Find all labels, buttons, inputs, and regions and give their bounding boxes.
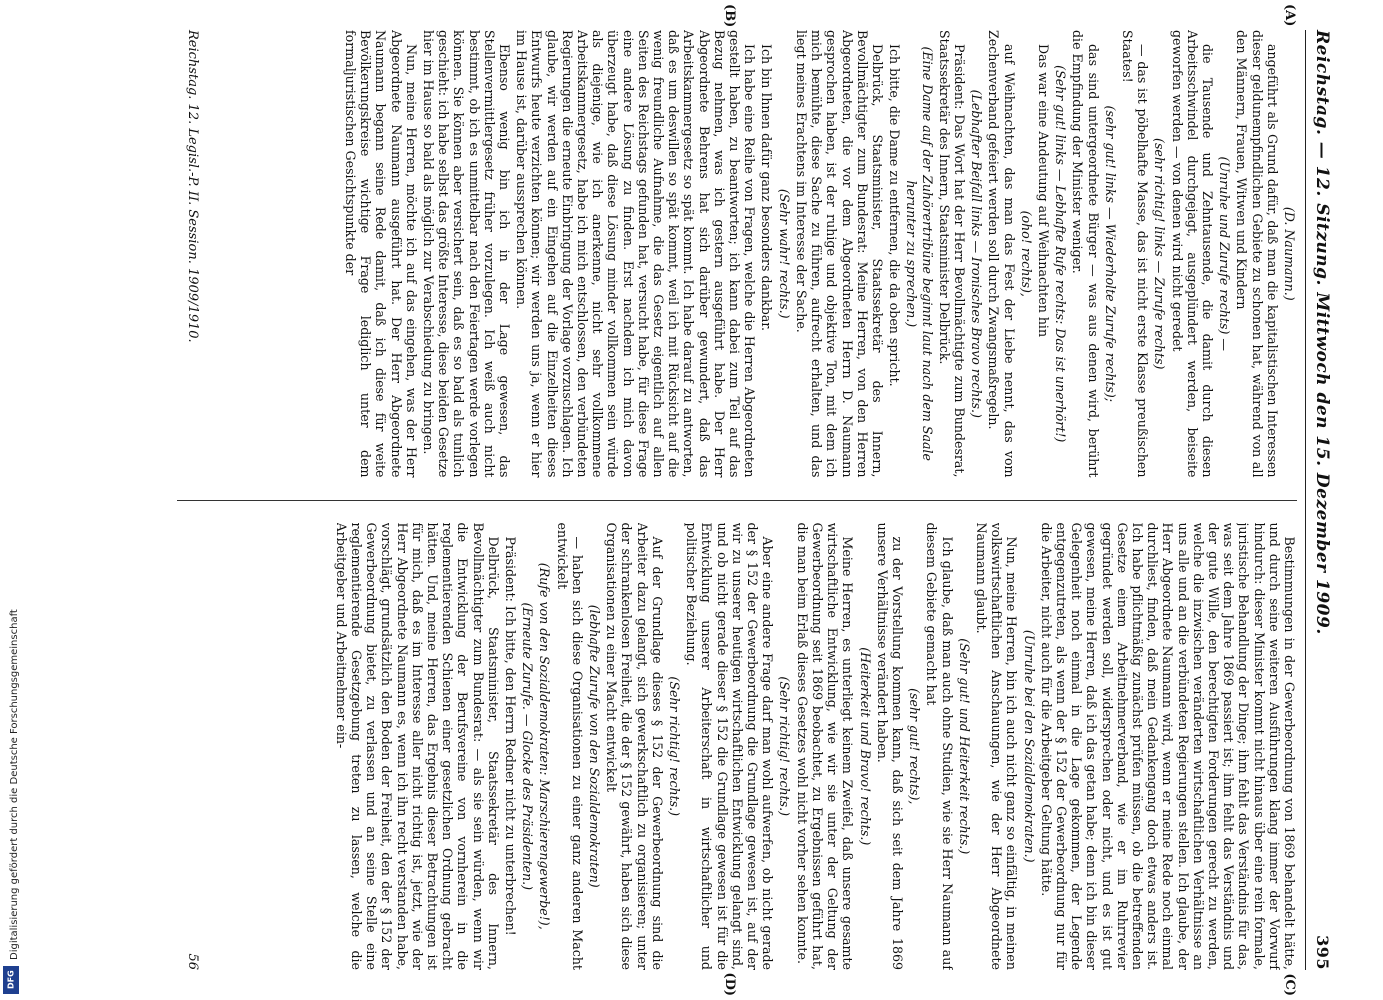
paragraph: Präsident: Das Wort hat der Herr Bevollmächtigte zum Bundesrat, Staatssekretär des Innern, Staatsminister Delbrück. <box>936 30 967 478</box>
interjection: (lebhafte Zurufe von den Sozialdemokraten) <box>587 604 603 888</box>
interjection: (sehr gut! links — Wiederholte Zurufe rechts); <box>1102 105 1118 403</box>
digitization-credit <box>0 0 24 1000</box>
paragraph: Nun, meine Herren, möchte ich auf das eingehen, was der Herr Abgeordnete Naumann ausgeführt hat. Der Herr Abgeordnete Naumann begann seine Rede damit, daß ich diese für weite Bevölkerungskreise wichtige Frage lediglich unter dem formaljuristischen Gesichtspunkte der <box>343 30 419 478</box>
credit-text: Digitalisierung gefördert durch die Deutsche Forschungsgemeinschaft <box>9 609 20 960</box>
paragraph: angeführt als Grund dafür, daß man die kapitalistischen Interessen dieser geldunempfindlichen Gebiete zu schonen hat, während von all den Männern, Frauen, Witwen und Kindern <box>1234 30 1280 478</box>
interjection: (Lebhafter Beifall links — Ironisches Bravo rechts.) <box>969 89 985 418</box>
paragraph: Meine Herren, es unterliegt keinem Zweifel, daß unsere gesamte wirtschaftliche Entwicklung, wie wir sie unter der Geltung der Gewerbeordnung seit 1869 beobachtet, zu Ergebnissen geführt hat, die man beim Erlaß dieses Gesetzes wohl nicht vorher sehen konnte. <box>794 522 856 970</box>
speaker-label: (D. Naumann.) <box>1282 206 1297 301</box>
paragraph: das sind untergeordnete Bürger — was aus denen wird, berührt die Empfindung der Minister weniger. <box>1070 30 1101 478</box>
paragraph: Ich bitte, die Dame zu entfernen, die da oben spricht. <box>887 44 903 387</box>
interjection: (oho! rechts), <box>1018 210 1034 297</box>
running-title: Reichstag. — 12. Sitzung. Mittwoch den 15. Dezember 1909. <box>1312 30 1332 635</box>
interjection: (Sehr gut! und Heiterkeit rechts.) <box>956 638 972 855</box>
interjection: (Rufe von den Sozialdemokraten: Marschierengewerbe!), <box>537 562 553 930</box>
interjection: (Heiterkeit und Bravo! rechts.) <box>857 647 873 846</box>
margin-marker-b: (B) <box>722 4 737 28</box>
paragraph: Ebenso wenig bin ich in der Lage gewesen, das Stellenvermittlergesetz früher vorzulegen. Ich weiß auch nicht bestimmt, ob ich es unmittelbar nach den Feiertagen werde vorlegen können. Sie können aber versichert sein, daß es so bald als tunlich geschieht: ich habe selbst das größte Interesse, diese beiden Gesetze hier im Hause so bald als möglich zur Verabschiedung zu bringen. <box>421 30 513 478</box>
text-columns <box>177 4 1297 996</box>
margin-marker-a: (A) <box>1282 4 1297 27</box>
paragraph: Delbrück, Staatsminister, Staatssekretär des Innern, Bevollmächtigter zum Bundesrat: — als sie sein würden, wenn wir die Entwicklung der Berufsvereine von vornherein in die reglementierenden Schienen einer gesetzlichen Ordnung gebracht hätten. Und, meine Herren, das Ergebnis dieser Betrachtungen ist für mich, daß es im Interesse aller nicht richtig ist, jetzt, wie der Herr Abgeordnete Naumann es, wenn ich ihn recht verstanden habe, vorschlägt, grundsätzlich den Boden der Freiheit, den der § 152 der Gewerbeordnung bietet, zu verlassen und an seine Stelle eine reglementierende Gesetzgebung treten zu lassen, welche die Arbeitgeber und Arbeitnehmer ein- <box>333 522 501 970</box>
paragraph: Das war eine Andeutung auf Weihnachten hin <box>1035 44 1051 338</box>
interjection: (Sehr richtig! rechts.) <box>667 676 683 817</box>
footer-session: Reichstag. 12. Legisl.-P. II. Session. 1909/1910. <box>185 30 200 343</box>
margin-marker-d: (D) <box>722 972 737 996</box>
paragraph: Delbrück, Staatsminister, Staatssekretär des Innern, Bevollmächtigter zum Bundesrat: Meine Herren, von den Herren Abgeordneten, die vor dem Abgeordneten Herrn D. Naumann gesprochen haben, ist der ruhige und objektive Ton, mit dem ich mich bemühte, diese Sache zu führen, aufrecht erhalten, und das liegt meines Erachtens im Interesse der Sache. <box>793 30 885 478</box>
paragraph: Präsident: Ich bitte, den Herrn Redner nicht zu unterbrechen! <box>503 536 519 936</box>
paragraph: Aber eine andere Frage darf man wohl aufwerfen, ob nicht gerade der § 152 der Gewerbeordnung die Grundlage gewesen ist, auf der wir zu unserer heutigen wirtschaftlichen Entwicklung gelangt sind, und ob nicht gerade dieser § 152 die Grundlage gewesen ist für die Entwicklung unserer Arbeiterschaft in wirtschaftlicher und politischer Beziehung. <box>684 522 776 970</box>
rotated-page <box>60 0 1350 1000</box>
interjection: (sehr gut! rechts), <box>907 688 923 805</box>
paragraph: Ich glaube, daß man auch ohne Studien, wie sie Herr Naumann auf diesem Gebiete gemacht hat <box>924 522 955 970</box>
interjection: (Unruhe und Zurufe rechts) — <box>1217 156 1233 351</box>
margin-marker-c: (C) <box>1282 973 1297 996</box>
paragraph: Ich bin Ihnen dafür ganz besonders dankbar. <box>759 44 775 331</box>
footer-sheet-number: 56 <box>185 953 200 970</box>
interjection: (Eine Dame auf der Zuhörertribüne beginnt laut nach dem Saale herunter zu sprechen.) <box>904 46 935 461</box>
paragraph: — haben sich diese Organisationen zu einer ganz anderen Macht entwickelt <box>554 522 585 970</box>
page-number: 395 <box>1313 935 1332 970</box>
interjection: (Sehr richtig! rechts.) <box>777 676 793 817</box>
interjection: (Sehr gut! links — Lebhafte Rufe rechts: Das ist unerhört!) <box>1053 65 1069 443</box>
left-column <box>177 30 1297 478</box>
paragraph: Ich habe eine Reihe von Fragen, welche die Herren Abgeordneten gestellt haben, zu beantworten; ich kann dabei zum Teil auf das Bezug nehmen, was ich gestern ausgeführt habe. Der Herr Abgeordnete Behrens hat sich darüber gewundert, daß das Arbeitskammergesetz so spät kommt. Ich habe darauf zu antworten, daß es um deswillen so spät kommt, weil ich mit Rücksicht auf die wenig freundliche Aufnahme, die das Gesetz eigentlich auf allen Seiten des Reichstags gefunden hat, versucht habe, für diese Frage eine andere Lösung zu finden. Erst nachdem ich mich davon überzeugt habe, daß diese Lösung minder vollkommen sein würde als diejenige, wie ich anerkenne, nicht sehr vollkommene Arbeitskammergesetz, habe ich mich entschlossen, den verbündeten Regierungen die erneute Einbringung der Vorlage vorzuschlagen. Ich glaube, wir werden auf ein Eingehen auf die Einzelheiten dieses Entwurfs heute verzichten können; wir werden uns ja, wenn er hier im Hause ist, darüber aussprechen können. <box>514 30 758 478</box>
paragraph: die Tausende und Zehntausende, die damit durch diesen Arbeitsschwindel durchgejagt, ausgeplündert werden, beiseite geworfen werden — von denen wird nicht geredet <box>1169 30 1215 478</box>
page-footer <box>185 30 200 970</box>
interjection: (Sehr wahr! rechts.) <box>776 188 792 319</box>
paragraph: zu der Vorstellung kommen kann, daß sich seit dem Jahre 1869 unsere Verhältnisse verändert haben. <box>874 522 905 970</box>
right-column <box>177 523 1297 971</box>
page-header <box>1305 30 1332 970</box>
paragraph: Bestimmungen in der Gewerbeordnung von 1869 behandelt hätte, und durch seine weiteren Ausführungen klang immer der Vorwurf hindurch: dieser Minister kommt nicht hinaus über eine rein formale, juristische Behandlung der Dinge; ihm fehlt das Verständnis für das, was seit dem Jahre 1869 passiert ist; ihm fehlt das Verständnis und der gute Wille, den berechtigten Forderungen gerecht zu werden, welche die inzwischen veränderten wirtschaftlichen Verhältnisse an uns alle und an die verbündeten Regierungen stellen. Ich glaube, der Herr Abgeordnete Naumann wird, wenn er meine Rede noch einmal durchliest, finden, daß mein Gedankengang doch etwas anders ist. Ich habe pflichtmäßig zunächst prüfen müssen, ob die betreffenden Gesetze einem Arbeitnehmerverband, wie er im Ruhrrevier gegründet werden soll, widersprechen oder nicht, und es ist gut gewesen, meine Herren, daß ich das getan habe; denn ich bin dieser Gelegenheit noch einmal in die Lage gekommen, der Legende entgegenzutreten, als wenn der § 152 der Gewerbeordnung nur für die Arbeiter, nicht auch für die Arbeitgeber Geltung hätte. <box>1038 522 1297 970</box>
paragraph: auf Weihnachten, das man das Fest der Liebe nennt, das vom Zechenverband gefeiert werden soll durch Zwangsmaßregeln. <box>986 30 1017 478</box>
dfg-logo: DFG <box>3 966 19 994</box>
paragraph: Nun, meine Herren, bin ich auch nicht ganz so einfältig, in meinen volkswirtschaftlichen Anschauungen, wie der Herr Abgeordnete Naumann glaubt. <box>973 522 1020 970</box>
paragraph: Auf der Grundlage dieses § 152 der Gewerbeordnung sind die Arbeiter dazu gelangt, sich gewerkschaftlich zu organisieren; unter der schrankenlosen Freiheit, die der § 152 gewährt, haben sich diese Organisationen zu einer Macht entwickelt <box>604 522 665 970</box>
paragraph: — das ist pöbelhafte Masse, das ist nicht erste Klasse preußischen Staates! <box>1119 30 1151 478</box>
interjection: (Erneute Zurufe. — Glocke des Präsidenten.) <box>520 602 536 890</box>
column-divider <box>177 500 1297 501</box>
interjection: (sehr richtig! links — Zurufe rechts) <box>1152 138 1168 370</box>
interjection: (Unruhe bei den Sozialdemokraten.) <box>1021 629 1037 863</box>
